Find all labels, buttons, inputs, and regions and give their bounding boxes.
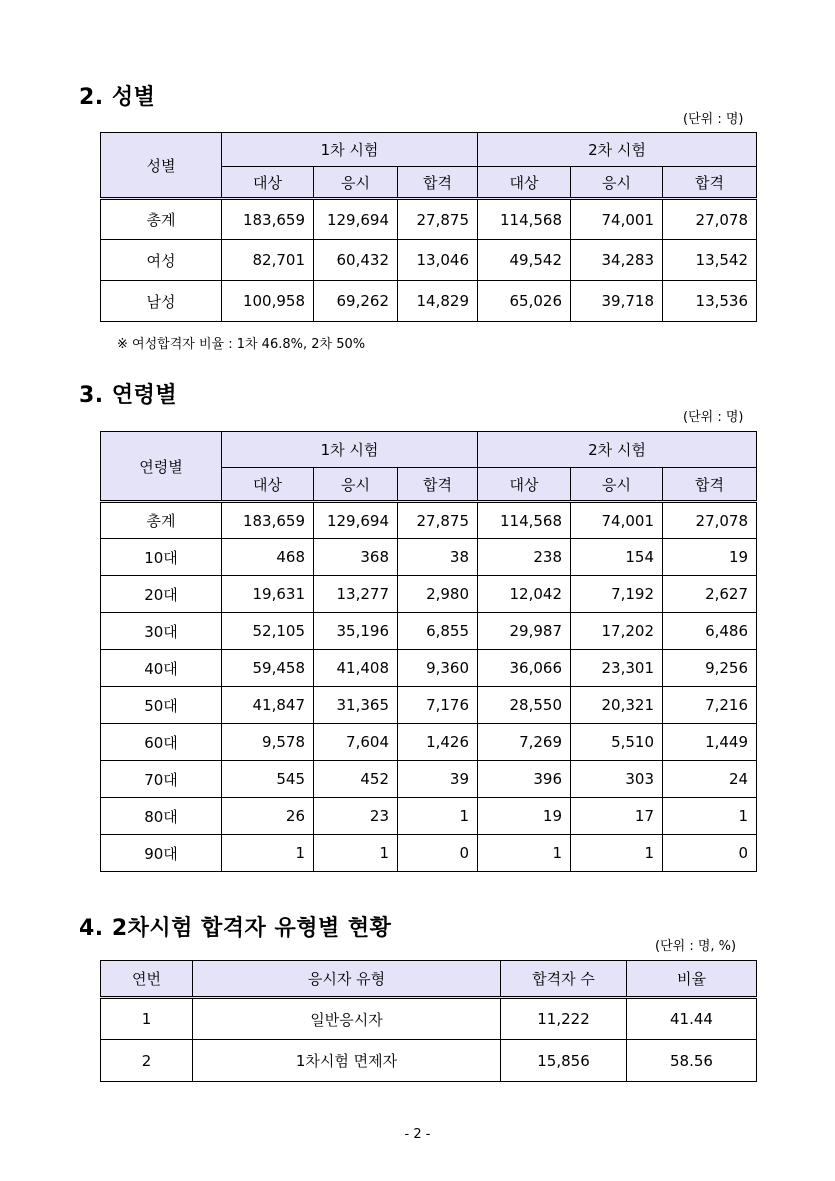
- table-row: [101, 539, 757, 576]
- section2-title: 2. 성별: [79, 85, 156, 110]
- cell: 65,026: [478, 281, 571, 322]
- cell: 27,078: [663, 502, 757, 539]
- cell: 9,578: [222, 724, 314, 761]
- cell: 1,426: [398, 724, 478, 761]
- gender-col-header: 대상: [478, 167, 571, 199]
- cell: 13,542: [663, 240, 757, 281]
- cell: 49,542: [478, 240, 571, 281]
- gender-col-header: 대상: [222, 167, 314, 199]
- female-ratio-note: ※ 여성합격자 비율 : 1차 46.8%, 2차 50%: [117, 337, 366, 352]
- cell: 7,604: [314, 724, 398, 761]
- cell: 1: [314, 835, 398, 872]
- gender-col-header: 응시: [571, 167, 663, 199]
- cell: 9,360: [398, 650, 478, 687]
- table-row: [101, 1040, 757, 1082]
- table-row: [101, 650, 757, 687]
- section3-title: 3. 연령별: [79, 383, 178, 408]
- cell: 0: [398, 835, 478, 872]
- section4-unit: (단위 : 명, %): [655, 939, 737, 954]
- age-col-header: 대상: [222, 468, 314, 502]
- row-count: 15,856: [501, 1040, 627, 1082]
- cell: 0: [663, 835, 757, 872]
- col-header-ratio: 비율: [627, 961, 757, 998]
- cell: 7,176: [398, 687, 478, 724]
- cell: 2,627: [663, 576, 757, 613]
- row-ratio: 58.56: [627, 1040, 757, 1082]
- age-col-header: 합격: [398, 468, 478, 502]
- cell: 114,568: [478, 502, 571, 539]
- cell: 24: [663, 761, 757, 798]
- cell: 23,301: [571, 650, 663, 687]
- row-label: 30대: [101, 613, 222, 650]
- cell: 13,046: [398, 240, 478, 281]
- cell: 183,659: [222, 502, 314, 539]
- gender-table: [100, 132, 757, 322]
- cell: 154: [571, 539, 663, 576]
- cell: 59,458: [222, 650, 314, 687]
- cell: 13,536: [663, 281, 757, 322]
- row-count: 11,222: [501, 998, 627, 1040]
- cell: 9,256: [663, 650, 757, 687]
- row-type: 일반응시자: [193, 998, 501, 1040]
- cell: 14,829: [398, 281, 478, 322]
- cell: 7,269: [478, 724, 571, 761]
- col-header-type: 응시자 유형: [193, 961, 501, 998]
- row-label: 80대: [101, 798, 222, 835]
- row-label: 총계: [101, 502, 222, 539]
- age-col-header: 대상: [478, 468, 571, 502]
- cell: 396: [478, 761, 571, 798]
- section2-unit: (단위 : 명): [683, 112, 744, 127]
- cell: 114,568: [478, 199, 571, 240]
- cell: 29,987: [478, 613, 571, 650]
- cell: 5,510: [571, 724, 663, 761]
- row-label: 60대: [101, 724, 222, 761]
- row-no: 1: [101, 998, 193, 1040]
- gender-round2-header: 2차 시험: [478, 133, 757, 167]
- cell: 19: [663, 539, 757, 576]
- cell: 303: [571, 761, 663, 798]
- age-row-header: 연령별: [101, 432, 222, 502]
- page-number: - 2 -: [404, 1127, 431, 1142]
- age-col-header: 응시: [571, 468, 663, 502]
- cell: 27,875: [398, 502, 478, 539]
- cell: 6,486: [663, 613, 757, 650]
- cell: 13,277: [314, 576, 398, 613]
- cell: 368: [314, 539, 398, 576]
- cell: 74,001: [571, 502, 663, 539]
- cell: 26: [222, 798, 314, 835]
- col-header-no: 연번: [101, 961, 193, 998]
- cell: 6,855: [398, 613, 478, 650]
- cell: 468: [222, 539, 314, 576]
- cell: 38: [398, 539, 478, 576]
- cell: 1: [663, 798, 757, 835]
- table-row: [101, 613, 757, 650]
- cell: 39: [398, 761, 478, 798]
- cell: 129,694: [314, 199, 398, 240]
- gender-round1-header: 1차 시험: [222, 133, 478, 167]
- cell: 39,718: [571, 281, 663, 322]
- cell: 129,694: [314, 502, 398, 539]
- table-row: [101, 761, 757, 798]
- row-label: 10대: [101, 539, 222, 576]
- cell: 69,262: [314, 281, 398, 322]
- row-label: 40대: [101, 650, 222, 687]
- cell: 183,659: [222, 199, 314, 240]
- cell: 1: [478, 835, 571, 872]
- table-row: [101, 724, 757, 761]
- cell: 1,449: [663, 724, 757, 761]
- cell: 1: [398, 798, 478, 835]
- row-label: 총계: [101, 199, 222, 240]
- cell: 31,365: [314, 687, 398, 724]
- gender-col-header: 합격: [663, 167, 757, 199]
- table-row: [101, 502, 757, 539]
- row-ratio: 41.44: [627, 998, 757, 1040]
- table-row: [101, 687, 757, 724]
- table-row: [101, 835, 757, 872]
- cell: 34,283: [571, 240, 663, 281]
- age-table: [100, 431, 757, 872]
- cell: 35,196: [314, 613, 398, 650]
- col-header-count: 합격자 수: [501, 961, 627, 998]
- cell: 74,001: [571, 199, 663, 240]
- age-col-header: 합격: [663, 468, 757, 502]
- table-row: [101, 998, 757, 1040]
- age-round1-header: 1차 시험: [222, 432, 478, 468]
- cell: 27,078: [663, 199, 757, 240]
- cell: 41,408: [314, 650, 398, 687]
- row-label: 남성: [101, 281, 222, 322]
- table-row: [101, 240, 757, 281]
- row-no: 2: [101, 1040, 193, 1082]
- cell: 545: [222, 761, 314, 798]
- cell: 27,875: [398, 199, 478, 240]
- pass-type-table: [100, 960, 757, 1082]
- section4-title: 4. 2차시험 합격자 유형별 현황: [79, 916, 392, 941]
- age-col-header: 응시: [314, 468, 398, 502]
- table-row: [101, 281, 757, 322]
- cell: 100,958: [222, 281, 314, 322]
- cell: 452: [314, 761, 398, 798]
- cell: 17: [571, 798, 663, 835]
- cell: 1: [222, 835, 314, 872]
- row-label: 여성: [101, 240, 222, 281]
- cell: 1: [571, 835, 663, 872]
- gender-col-header: 응시: [314, 167, 398, 199]
- row-label: 50대: [101, 687, 222, 724]
- cell: 82,701: [222, 240, 314, 281]
- gender-row-header: 성별: [101, 133, 222, 199]
- cell: 23: [314, 798, 398, 835]
- cell: 20,321: [571, 687, 663, 724]
- cell: 238: [478, 539, 571, 576]
- cell: 7,216: [663, 687, 757, 724]
- row-label: 20대: [101, 576, 222, 613]
- section3-unit: (단위 : 명): [683, 410, 744, 425]
- row-type: 1차시험 면제자: [193, 1040, 501, 1082]
- gender-col-header: 합격: [398, 167, 478, 199]
- cell: 2,980: [398, 576, 478, 613]
- cell: 19,631: [222, 576, 314, 613]
- age-round2-header: 2차 시험: [478, 432, 757, 468]
- cell: 60,432: [314, 240, 398, 281]
- table-row: [101, 798, 757, 835]
- row-label: 70대: [101, 761, 222, 798]
- cell: 28,550: [478, 687, 571, 724]
- cell: 17,202: [571, 613, 663, 650]
- cell: 19: [478, 798, 571, 835]
- cell: 36,066: [478, 650, 571, 687]
- table-row: [101, 576, 757, 613]
- row-label: 90대: [101, 835, 222, 872]
- cell: 12,042: [478, 576, 571, 613]
- cell: 52,105: [222, 613, 314, 650]
- cell: 41,847: [222, 687, 314, 724]
- table-row: [101, 199, 757, 240]
- cell: 7,192: [571, 576, 663, 613]
